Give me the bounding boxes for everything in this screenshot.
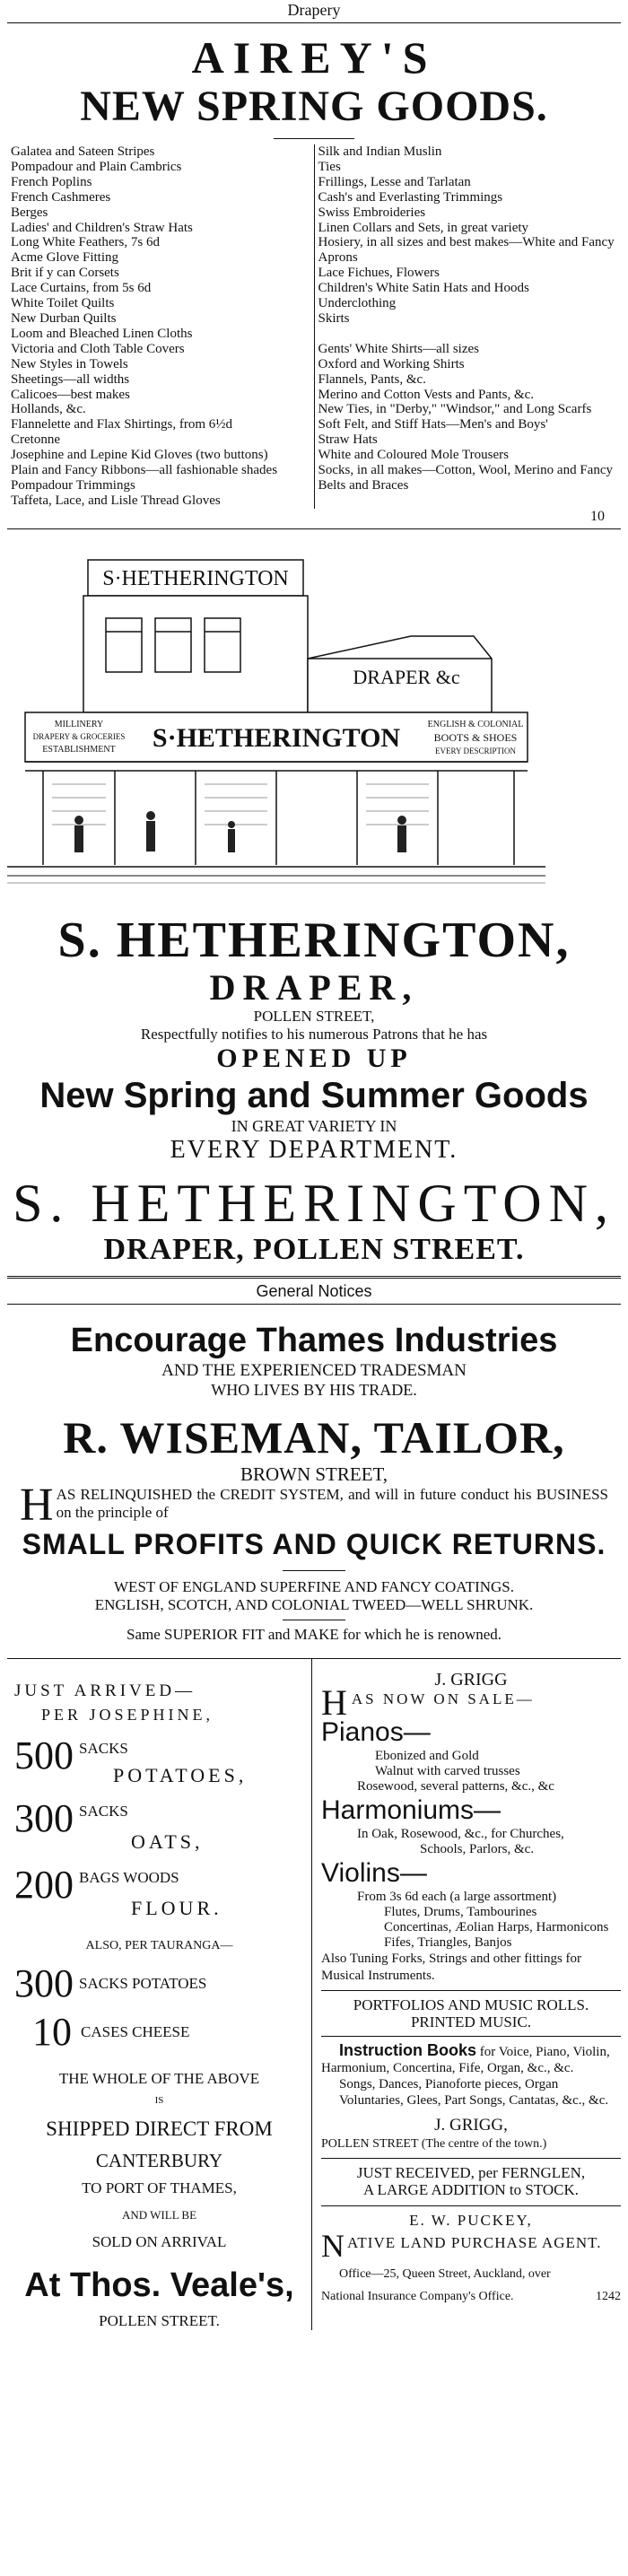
airey-right-item: Oxford and Working Shirts [318, 356, 465, 371]
airey-right-item: Soft Felt, and Stiff Hats—Men's and Boys' [318, 417, 548, 432]
airey-left-item: White Toilet Quilts [11, 296, 115, 311]
hetherington-department: EVERY DEPARTMENT. [170, 1135, 458, 1164]
grigg-harmoniums: Harmoniums— [321, 1794, 502, 1825]
wiseman-line-2: AND THE EXPERIENCED TRADESMAN [161, 1360, 467, 1380]
hetherington-address: DRAPER, POLLEN STREET. [103, 1232, 525, 1266]
veale-shipped: SHIPPED DIRECT FROM [46, 2117, 273, 2140]
veale-product-5: CASES CHEESE [81, 2022, 190, 2040]
grigg-piano-1: Ebonized and Gold [375, 1748, 479, 1763]
divider [7, 528, 621, 529]
divider [321, 1990, 621, 1991]
wiseman-slogan: SMALL PROFITS AND QUICK RETURNS. [22, 1527, 606, 1560]
wiseman-name: R. WISEMAN, TAILOR, [63, 1411, 565, 1463]
left-sign-1: MILLINERY [54, 719, 104, 729]
airey-left-item: Brit if y can Corsets [11, 266, 119, 281]
hetherington-street: POLLEN STREET, [253, 1007, 375, 1025]
veale-also-tauranga: ALSO, PER TAURANGA— [85, 1938, 233, 1952]
airey-title: AIREY'S [191, 32, 437, 83]
grigg-violins: Violins— [321, 1857, 427, 1888]
hetherington-trade: DRAPER, [209, 966, 419, 1008]
grigg-violin-3: Concertinas, Æolian Harps, Harmonicons [384, 1919, 609, 1934]
grigg-books-detail: for Voice, Piano, Violin, Harmonium, Concertina, Fife, Organ, &c., &c. [321, 2044, 610, 2075]
airey-right-item [318, 327, 618, 342]
veale-qty-1: 500 [14, 1733, 74, 1777]
right-sign-2: BOOTS & SHOES [433, 730, 518, 744]
veale-just-arrived: JUST ARRIVED— [14, 1681, 196, 1700]
airey-left-item: Flannelette and Flax Shirtings, from 6½d [11, 417, 233, 432]
airey-left-item: New Durban Quilts [11, 310, 117, 326]
right-sign-3: EVERY DESCRIPTION [435, 746, 516, 755]
section-header-drapery: Drapery [7, 0, 621, 23]
airey-left-item: Ladies' and Children's Straw Hats [11, 220, 193, 235]
airey-right-item: Underclothing [318, 296, 397, 311]
airey-right-item: White and Coloured Mole Trousers [318, 448, 509, 463]
divider [7, 1304, 621, 1305]
airey-right-item: Linen Collars and Sets, in great variety [318, 220, 529, 235]
veale-canterbury: CANTERBURY [95, 2149, 223, 2171]
grigg-tuning-forks: Also Tuning Forks, Strings and other fittings for Musical Instruments. [321, 1951, 582, 1983]
upper-sign: DRAPER &c [353, 665, 460, 688]
airey-left-item: Hollands, &c. [11, 402, 86, 417]
airey-right-item: Skirts [318, 310, 350, 326]
grigg-piano-3: Rosewood, several patterns, &c., &c [357, 1778, 554, 1794]
section-header-general-notices: General Notices [256, 1281, 372, 1300]
airey-left-item: Plain and Fancy Ribbons—all fashionable shades [11, 463, 278, 478]
veale-product-3: FLOUR. [131, 1896, 222, 1919]
divider [321, 2205, 621, 2206]
grigg-on-sale: AS NOW ON SALE— [351, 1690, 535, 1707]
drop-cap: H [20, 1479, 54, 1531]
grigg-songs: Songs, Dances, Pianoforte pieces, Organ Voluntaries, Glees, Part Songs, Cantatas, &c., &c. [339, 2076, 609, 2108]
airey-right-item: Cash's and Everlasting Trimmings [318, 189, 503, 205]
grigg-name: J. GRIGG [434, 1669, 508, 1690]
airey-right-item: Silk and Indian Muslin [318, 144, 442, 159]
airey-right-item: Ties [318, 159, 341, 174]
drop-cap: H [321, 1681, 350, 1723]
airey-right-item: Flannels, Pants, &c. [318, 371, 426, 387]
grigg-violin-4: Fifes, Triangles, Banjos [384, 1934, 512, 1950]
grigg-printed-music: PRINTED MUSIC. [410, 2013, 532, 2030]
grigg-violin-2: Flutes, Drums, Tambourines [384, 1904, 537, 1919]
airey-left-item: Taffeta, Lace, and Lisle Thread Gloves [11, 493, 221, 508]
airey-left-item: Acme Glove Fitting [11, 250, 118, 266]
airey-right-item: Lace Fichues, Flowers [318, 266, 440, 281]
wiseman-line-3: WHO LIVES BY HIS TRADE. [211, 1380, 417, 1399]
airey-left-item: Josephine and Lepine Kid Gloves (two buttons) [11, 448, 268, 463]
airey-left-item: Calicoes—best makes [11, 387, 130, 402]
veale-advert [7, 1659, 312, 2330]
hetherington-name: S. HETHERINGTON, [57, 912, 571, 968]
airey-left-item: Lace Curtains, from 5s 6d [11, 281, 152, 296]
veale-name: At Thos. Veale's, [24, 2266, 294, 2304]
veale-qty-5: 10 [32, 2009, 72, 2054]
hetherington-goods: New Spring and Summer Goods [39, 1075, 589, 1115]
grigg-instruction-books: Instruction Books [339, 2040, 477, 2059]
hetherington-opened: OPENED UP [216, 1043, 412, 1073]
right-sign-1: ENGLISH & COLONIAL [427, 719, 524, 729]
veale-port: TO PORT OF THAMES, [82, 2179, 237, 2196]
grigg-address: POLLEN STREET (The centre of the town.) [321, 2136, 547, 2151]
grigg-harmonium-2: Schools, Parlors, &c. [420, 1841, 535, 1856]
puckey-name: E. W. PUCKEY, [409, 2211, 533, 2229]
grigg-name-2: J. GRIGG, [434, 2115, 508, 2135]
veale-qty-4: 300 [14, 1960, 74, 2005]
veale-unit-1: SACKS [79, 1739, 128, 1757]
veale-sold: SOLD ON ARRIVAL [92, 2232, 227, 2250]
airey-right-item: New Ties, in "Derby," "Windsor," and Long Scarfs [318, 402, 592, 417]
veale-will-be: AND WILL BE [121, 2207, 197, 2222]
veale-product-4: SACKS POTATOES [79, 1974, 207, 1992]
grigg-violin-1: From 3s 6d each (a large assortment) [357, 1889, 557, 1904]
grigg-harmonium-1: In Oak, Rosewood, &c., for Churches, [357, 1826, 564, 1841]
airey-left-item: Sheetings—all widths [11, 371, 130, 387]
veale-product-2: OATS, [131, 1829, 204, 1853]
airey-left-item: Victoria and Cloth Table Covers [11, 341, 185, 356]
divider [274, 138, 354, 139]
puckey-title: ATIVE LAND PURCHASE AGENT. [347, 2233, 602, 2251]
airey-right-item: Children's White Satin Hats and Hoods [318, 281, 529, 296]
wiseman-tweed: ENGLISH, SCOTCH, AND COLONIAL TWEED—WELL SHRUNK. [94, 1595, 534, 1613]
hetherington-notice: Respectfully notifies to his numerous Patrons that he has [140, 1025, 488, 1043]
veale-is: IS [154, 2094, 164, 2106]
veale-per-josephine: PER JOSEPHINE, [41, 1705, 214, 1724]
puckey-reference: 1242 [596, 2289, 621, 2303]
veale-whole: THE WHOLE OF THE ABOVE [58, 2069, 260, 2087]
airey-left-item: Long White Feathers, 7s 6d [11, 235, 160, 250]
wiseman-coatings: WEST OF ENGLAND SUPERFINE AND FANCY COATINGS. [114, 1577, 514, 1595]
left-sign-3: ESTABLISHMENT [42, 744, 116, 755]
veale-street: POLLEN STREET. [99, 2311, 220, 2329]
airey-right-column [315, 144, 622, 509]
left-sign-2: DRAPERY & GROCERIES [32, 731, 126, 741]
airey-subtitle: NEW SPRING GOODS. [80, 83, 548, 130]
advert-number: 10 [590, 508, 605, 524]
airey-right-item: Straw Hats [318, 432, 378, 448]
puckey-office: Office—25, Queen Street, Auckland, over [339, 2266, 551, 2281]
bottom-columns [7, 1658, 621, 2330]
airey-right-item: Belts and Braces [318, 477, 409, 493]
airey-right-item: Gents' White Shirts—all sizes [318, 341, 479, 356]
divider [283, 1570, 345, 1571]
grigg-piano-2: Walnut with carved trusses [375, 1763, 520, 1778]
wiseman-paragraph: HAS RELINQUISHED the CREDIT SYSTEM, and will in future conduct his BUSINESS on the principle of [20, 1479, 608, 1531]
grigg-just-received: JUST RECEIVED, per FERNGLEN, [356, 2163, 586, 2181]
airey-right-item: Swiss Embroideries [318, 205, 426, 220]
wiseman-street: BROWN STREET, [240, 1463, 388, 1485]
airey-left-item: French Poplins [11, 174, 92, 189]
airey-left-item: Galatea and Sateen Stripes [11, 144, 155, 159]
main-sign: S·HETHERINGTON [152, 722, 401, 753]
airey-left-column [7, 144, 315, 509]
airey-left-item: Pompadour Trimmings [11, 477, 135, 493]
airey-left-item: French Cashmeres [11, 189, 111, 205]
wiseman-fit: Same SUPERIOR FIT and MAKE for which he is renowned. [126, 1625, 502, 1643]
veale-qty-2: 300 [14, 1795, 74, 1840]
veale-qty-3: 200 [14, 1862, 74, 1907]
divider [321, 2036, 621, 2037]
airey-left-item: Loom and Bleached Linen Cloths [11, 326, 193, 341]
right-adverts [312, 1659, 621, 2330]
airey-left-item: Cretonne [11, 432, 60, 448]
veale-unit-2: SACKS [79, 1802, 128, 1820]
airey-goods-list [7, 144, 621, 509]
drop-cap: N [321, 2227, 345, 2264]
grigg-pianos: Pianos— [321, 1716, 431, 1747]
wiseman-headline: Encourage Thames Industries [70, 1321, 558, 1359]
grigg-portfolios: PORTFOLIOS AND MUSIC ROLLS. [353, 1995, 589, 2013]
veale-product-1: POTATOES, [113, 1763, 248, 1786]
airey-right-item: Hosiery, in all sizes and best makes—White and Fancy [318, 235, 615, 250]
airey-left-item: New Styles in Towels [11, 356, 128, 371]
airey-left-item: Berges [11, 205, 48, 220]
veale-unit-3: BAGS WOODS [79, 1868, 179, 1886]
airey-right-item: Merino and Cotton Vests and Pants, &c. [318, 387, 535, 402]
roof-sign: S·HETHERINGTON [102, 566, 289, 590]
puckey-office-2: National Insurance Company's Office. [321, 2289, 514, 2303]
airey-left-item: Pompadour and Plain Cambrics [11, 159, 182, 174]
grigg-large-addition: A LARGE ADDITION to STOCK. [362, 2180, 580, 2198]
airey-right-item: Frillings, Lesse and Tarlatan [318, 174, 471, 189]
airey-right-item: Aprons [318, 250, 358, 266]
divider [321, 2158, 621, 2159]
airey-right-item: Socks, in all makes—Cotton, Wool, Merino and Fancy [318, 463, 613, 478]
hetherington-name-2: S. HETHERINGTON, [13, 1173, 615, 1233]
hetherington-variety: IN GREAT VARIETY IN [231, 1116, 397, 1135]
shop-engraving-illustration [7, 551, 545, 892]
